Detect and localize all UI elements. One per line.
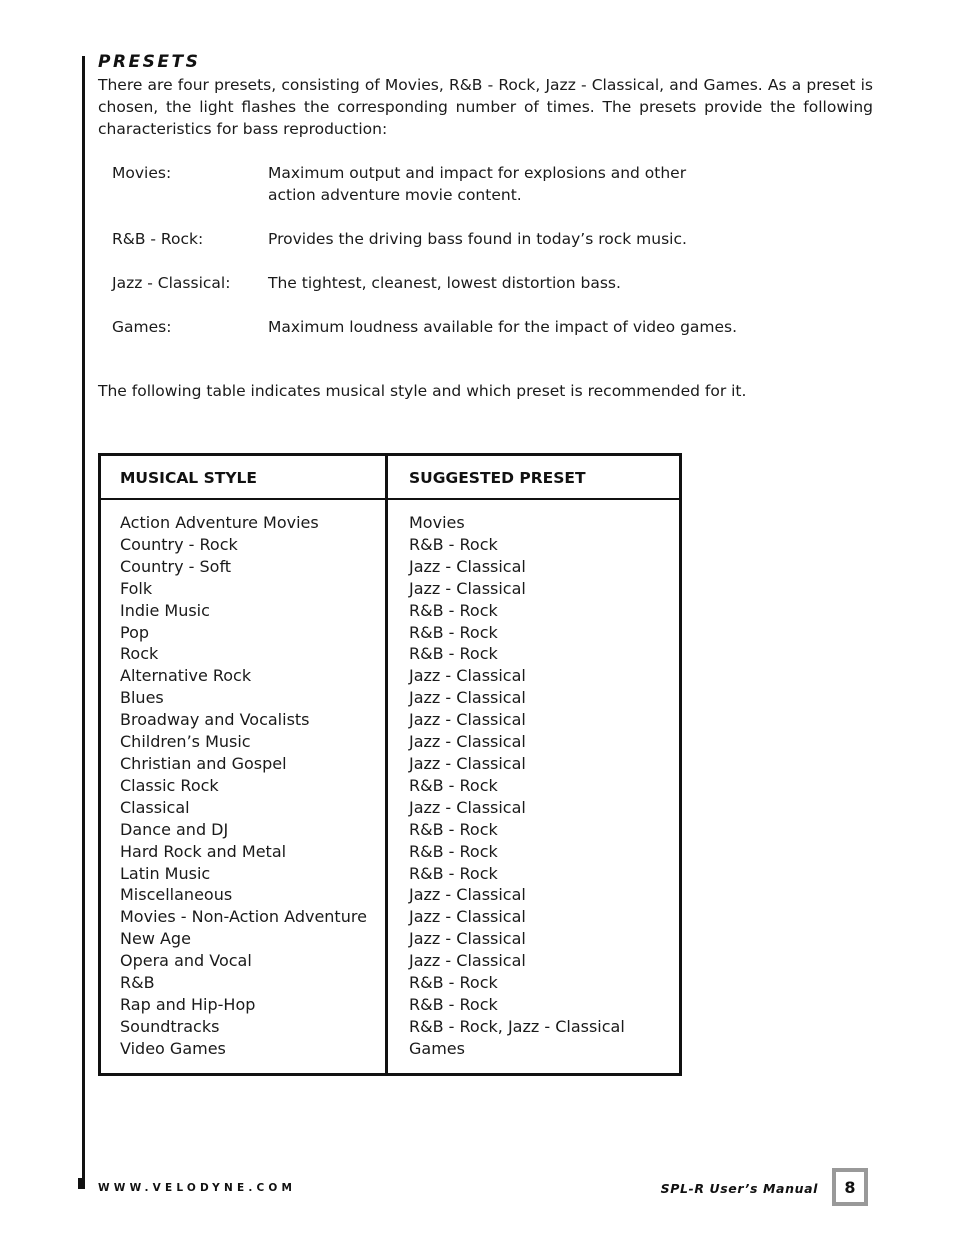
table-cell-preset: Games bbox=[409, 1038, 465, 1058]
table-cell-preset: Movies bbox=[409, 513, 465, 532]
column-header-suggested-preset: SUGGESTED PRESET bbox=[409, 469, 586, 487]
table-cell-preset: R&B - Rock bbox=[409, 994, 498, 1014]
table-cell-preset: R&B - Rock, Jazz - Classical bbox=[409, 1016, 625, 1036]
preset-name: Jazz - Classical: bbox=[112, 274, 231, 292]
table-cell-preset: Jazz - Classical bbox=[409, 885, 526, 905]
table-cell-style: Classic Rock bbox=[120, 775, 219, 795]
table-cell-style: Blues bbox=[120, 688, 164, 708]
preset-description: Maximum output and impact for explosions and other action adventure movie content. bbox=[268, 164, 687, 204]
table-cell-style: Christian and Gospel bbox=[120, 753, 287, 773]
table-cell-style: Indie Music bbox=[120, 600, 210, 620]
preset-name: R&B - Rock: bbox=[112, 230, 204, 248]
table-cell-style: Action Adventure Movies bbox=[120, 513, 319, 532]
table-cell-preset: Jazz - Classical bbox=[409, 753, 526, 773]
preset-row-movies bbox=[112, 162, 812, 206]
table-cell-style: Children’s Music bbox=[120, 732, 251, 752]
preset-row-games bbox=[112, 316, 812, 338]
table-cell-preset: R&B - Rock bbox=[409, 841, 498, 861]
page-number: 8 bbox=[832, 1168, 868, 1206]
table-cell-style: Rap and Hip-Hop bbox=[120, 994, 256, 1014]
table-cell-style: Folk bbox=[120, 578, 153, 598]
table-column-divider bbox=[385, 456, 388, 1073]
table-cell-preset: Jazz - Classical bbox=[409, 556, 526, 576]
table-cell-style: Latin Music bbox=[120, 863, 211, 883]
table-cell-style: Soundtracks bbox=[120, 1016, 220, 1036]
intro-paragraph: There are four presets, consisting of Movies, R&B - Rock, Jazz - Classical, and Games. As a preset is chosen, the light flashes the corresponding number of times. The presets provide the following characteristics for bass reproduction: bbox=[98, 76, 873, 138]
table-cell-style: Classical bbox=[120, 797, 190, 817]
table-cell-preset: R&B - Rock bbox=[409, 622, 498, 642]
section-heading: PRESETS bbox=[98, 52, 201, 72]
table-cell-preset: Jazz - Classical bbox=[409, 688, 526, 708]
preset-table bbox=[98, 453, 682, 1076]
table-cell-style: Rock bbox=[120, 644, 159, 664]
table-cell-style: Opera and Vocal bbox=[120, 951, 252, 971]
table-cell-preset: Jazz - Classical bbox=[409, 710, 526, 730]
preset-list bbox=[112, 162, 812, 360]
table-header-rule bbox=[101, 498, 679, 500]
table-cell-style: Hard Rock and Metal bbox=[120, 841, 287, 861]
table-intro: The following table indicates musical style and which preset is recommended for it. bbox=[98, 382, 747, 400]
table-cell-preset: Jazz - Classical bbox=[409, 797, 526, 817]
table-cell-style: Broadway and Vocalists bbox=[120, 710, 310, 730]
table-cell-preset: R&B - Rock bbox=[409, 534, 498, 554]
preset-row-jazz-classical bbox=[112, 272, 812, 294]
preset-description: Provides the driving bass found in today’s rock music. bbox=[268, 230, 687, 248]
column-header-musical-style: MUSICAL STYLE bbox=[120, 469, 258, 487]
table-cell-preset: Jazz - Classical bbox=[409, 666, 526, 686]
table-cell-preset: R&B - Rock bbox=[409, 973, 498, 993]
table-cell-style: Alternative Rock bbox=[120, 666, 252, 686]
table-cell-style: R&B bbox=[120, 973, 155, 993]
table-cell-style: Country - Soft bbox=[120, 556, 232, 576]
preset-row-rnb-rock bbox=[112, 228, 812, 250]
table-cell-preset: R&B - Rock bbox=[409, 819, 498, 839]
table-cell-preset: R&B - Rock bbox=[409, 775, 498, 795]
musical-style-column bbox=[120, 512, 382, 1060]
table-cell-preset: Jazz - Classical bbox=[409, 907, 526, 927]
table-cell-style: Pop bbox=[120, 622, 150, 642]
footer-url: WWW.VELODYNE.COM bbox=[98, 1182, 297, 1194]
table-cell-preset: Jazz - Classical bbox=[409, 578, 526, 598]
table-cell-style: Miscellaneous bbox=[120, 885, 233, 905]
table-cell-preset: R&B - Rock bbox=[409, 600, 498, 620]
table-cell-style: New Age bbox=[120, 929, 191, 949]
table-cell-preset: R&B - Rock bbox=[409, 644, 498, 664]
preset-description: Maximum loudness available for the impact of video games. bbox=[268, 318, 738, 336]
preset-name: Games: bbox=[112, 318, 172, 336]
table-cell-style: Movies - Non-Action Adventure bbox=[120, 907, 367, 927]
suggested-preset-column bbox=[409, 512, 679, 1060]
table-cell-style: Dance and DJ bbox=[120, 819, 229, 839]
table-cell-preset: Jazz - Classical bbox=[409, 732, 526, 752]
footer-manual-title: SPL-R User’s Manual bbox=[660, 1181, 818, 1196]
margin-rule bbox=[82, 56, 85, 1184]
margin-marker bbox=[78, 1178, 85, 1189]
preset-name: Movies: bbox=[112, 164, 172, 182]
table-cell-preset: Jazz - Classical bbox=[409, 951, 526, 971]
table-cell-style: Country - Rock bbox=[120, 534, 238, 554]
preset-description: The tightest, cleanest, lowest distortion bass. bbox=[268, 274, 621, 292]
table-cell-style: Video Games bbox=[120, 1038, 226, 1058]
table-cell-preset: Jazz - Classical bbox=[409, 929, 526, 949]
table-cell-preset: R&B - Rock bbox=[409, 863, 498, 883]
